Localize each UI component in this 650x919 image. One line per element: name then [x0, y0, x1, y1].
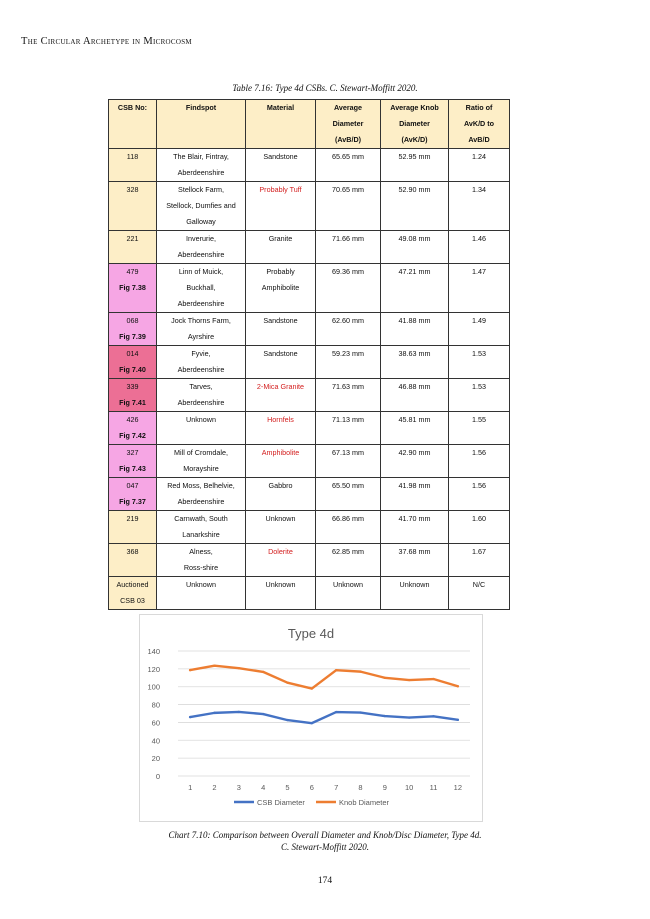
cell-avg-diameter: 71.66 mm: [316, 231, 381, 264]
cell-csb-no: [109, 264, 157, 313]
data-point: [457, 719, 459, 721]
cell-avg-diameter: 62.60 mm: [316, 313, 381, 346]
csb-number: 426: [126, 415, 139, 424]
csb-number: 047: [126, 481, 139, 490]
cell-avg-knob: 46.88 mm: [381, 379, 449, 412]
cell-material: Sandstone: [246, 149, 316, 182]
data-point: [189, 669, 191, 671]
data-point: [238, 667, 240, 669]
header-line: (AvK/D): [401, 135, 428, 144]
cell-findspot: [157, 544, 246, 577]
cell-avg-diameter: 66.86 mm: [316, 511, 381, 544]
cell-avg-knob: 41.88 mm: [381, 313, 449, 346]
cell-material: Sandstone: [246, 313, 316, 346]
data-point: [335, 669, 337, 671]
cell-csb-no: [109, 313, 157, 346]
findspot-line: Aberdeenshire: [177, 299, 225, 308]
cell-ratio: 1.24: [449, 149, 510, 182]
csb-number: 479: [126, 267, 139, 276]
cell-findspot: [157, 511, 246, 544]
data-point: [189, 716, 191, 718]
findspot-line: Alness,: [189, 547, 213, 556]
cell-avg-knob: 41.70 mm: [381, 511, 449, 544]
cell-ratio: 1.47: [449, 264, 510, 313]
cell-ratio: 1.67: [449, 544, 510, 577]
findspot-line: Aberdeenshire: [177, 250, 225, 259]
findspot-line: Unknown: [186, 580, 216, 589]
cell-avg-knob: 52.95 mm: [381, 149, 449, 182]
col-header-csb-no: CSB No:: [109, 100, 157, 149]
table-body: [109, 149, 510, 610]
cell-avg-diameter: 69.36 mm: [316, 264, 381, 313]
cell-avg-diameter: Unknown: [316, 577, 381, 610]
cell-material: Probably Tuff: [246, 182, 316, 231]
data-point: [286, 681, 288, 683]
table-row: [109, 182, 510, 231]
y-tick-label: 140: [147, 647, 160, 656]
data-point: [432, 715, 434, 717]
findspot-line: Stellock Farm,: [178, 185, 224, 194]
col-header-avg-diameter: [316, 100, 381, 149]
x-tick-label: 5: [285, 783, 290, 792]
x-tick-label: 3: [236, 783, 241, 792]
y-tick-label: 80: [151, 700, 160, 710]
figure-ref: Fig 7.38: [119, 283, 146, 292]
cell-avg-diameter: 71.63 mm: [316, 379, 381, 412]
table-row: [109, 478, 510, 511]
data-point: [359, 711, 361, 713]
cell-findspot: [157, 231, 246, 264]
table-row: [109, 544, 510, 577]
cell-avg-knob: 37.68 mm: [381, 544, 449, 577]
table-row: [109, 511, 510, 544]
data-point: [384, 715, 386, 717]
cell-findspot: [157, 379, 246, 412]
csb-number: 014: [126, 349, 139, 358]
chart-caption-line: C. Stewart-Moffitt 2020.: [280, 842, 369, 852]
cell-ratio: 1.49: [449, 313, 510, 346]
legend-label: CSB Diameter: [257, 798, 305, 807]
findspot-line: Carnwath, South: [174, 514, 228, 523]
csb-number: 328: [126, 185, 139, 194]
page-number: 174: [317, 876, 333, 886]
col-header-avg-knob: [381, 100, 449, 149]
cell-ratio: 1.46: [449, 231, 510, 264]
cell-avg-diameter: 67.13 mm: [316, 445, 381, 478]
cell-csb-no: [109, 231, 157, 264]
col-header-material: Material: [246, 100, 316, 149]
cell-csb-no: [109, 412, 157, 445]
data-point: [457, 685, 459, 687]
cell-ratio: 1.56: [449, 445, 510, 478]
header-line: Diameter: [399, 119, 430, 128]
figure-ref: Fig 7.42: [119, 431, 146, 440]
findspot-line: Red Moss, Belhelvie,: [167, 481, 235, 490]
cell-avg-knob: Unknown: [381, 577, 449, 610]
table-header-row: [109, 100, 510, 149]
cell-material: Sandstone: [246, 346, 316, 379]
cell-ratio: 1.34: [449, 182, 510, 231]
findspot-line: Inverurie,: [186, 234, 216, 243]
x-tick-label: 4: [261, 783, 266, 792]
findspot-line: Morayshire: [183, 464, 219, 473]
cell-csb-no: [109, 544, 157, 577]
y-tick-label: 120: [147, 664, 160, 674]
data-point: [213, 712, 215, 714]
table-caption: Table 7.16: Type 4d CSBs. C. Stewart-Moffitt 2020.: [232, 83, 418, 93]
header-line: AvK/D to: [463, 119, 495, 128]
findspot-line: Aberdeenshire: [177, 497, 225, 506]
cell-avg-diameter: 71.13 mm: [316, 412, 381, 445]
csb-number: 327: [126, 448, 139, 457]
findspot-line: Aberdeenshire: [177, 398, 225, 407]
table-row: [109, 231, 510, 264]
findspot-line: Jock Thorns Farm,: [171, 316, 231, 325]
cell-avg-diameter: 65.50 mm: [316, 478, 381, 511]
cell-csb-no: [109, 478, 157, 511]
data-point: [408, 716, 410, 718]
findspot-line: Ayrshire: [187, 332, 215, 341]
chart-title: Type 4d: [287, 626, 335, 641]
csb-number: 118: [126, 152, 139, 161]
figure-ref: Fig 7.41: [119, 398, 146, 407]
findspot-line: Fyvie,: [191, 349, 211, 358]
findspot-line: Aberdeenshire: [177, 168, 225, 177]
cell-material: Unknown: [246, 511, 316, 544]
x-tick-label: 6: [309, 783, 314, 792]
data-point: [262, 713, 264, 715]
cell-avg-knob: 41.98 mm: [381, 478, 449, 511]
header-line: AvB/D: [468, 135, 490, 144]
cell-ratio: 1.55: [449, 412, 510, 445]
data-point: [335, 711, 337, 713]
cell-material: 2-Mica Granite: [246, 379, 316, 412]
data-point: [408, 679, 410, 681]
cell-material: Hornfels: [246, 412, 316, 445]
table-row: [109, 445, 510, 478]
y-tick-label: 100: [147, 682, 160, 692]
csb-table: [108, 99, 510, 610]
x-tick-label: 7: [334, 783, 339, 792]
cell-csb-no: [109, 577, 157, 610]
y-tick-label: 40: [151, 736, 160, 746]
table-row: [109, 346, 510, 379]
data-point: [359, 670, 361, 672]
header-line: Average: [333, 103, 363, 112]
figure-ref: Fig 7.40: [119, 365, 146, 374]
cell-csb-no: [109, 346, 157, 379]
cell-material: Amphibolite: [246, 445, 316, 478]
findspot-line: Tarves,: [189, 382, 213, 391]
cell-findspot: [157, 149, 246, 182]
cell-findspot: [157, 313, 246, 346]
findspot-line: Buckhall,: [186, 283, 216, 292]
cell-findspot: [157, 478, 246, 511]
findspot-line: Unknown: [186, 415, 216, 424]
x-tick-label: 8: [358, 783, 363, 792]
chart-caption: [0, 829, 650, 853]
data-point: [311, 687, 313, 689]
y-tick-label: 20: [151, 754, 160, 764]
x-tick-label: 2: [212, 783, 217, 792]
header-line: Ratio of: [465, 103, 493, 112]
csb-number: 368: [126, 547, 139, 556]
cell-findspot: [157, 412, 246, 445]
data-point: [262, 671, 264, 673]
findspot-line: Lanarkshire: [182, 530, 220, 539]
findspot-line: Linn of Muick,: [178, 267, 224, 276]
cell-csb-no: [109, 445, 157, 478]
cell-findspot: [157, 264, 246, 313]
cell-findspot: [157, 445, 246, 478]
csb-number: 219: [126, 514, 139, 523]
running-head: The Circular Archetype in Microcosm: [21, 36, 192, 47]
data-point: [286, 719, 288, 721]
cell-material: Probably Amphibolite: [246, 264, 316, 313]
data-point: [384, 677, 386, 679]
findspot-line: Galloway: [186, 217, 216, 226]
header-line: (AvB/D): [334, 135, 362, 144]
data-point: [238, 711, 240, 713]
findspot-line: Stellock, Dumfies and: [166, 201, 236, 210]
csb-number: Auctioned: [116, 580, 149, 589]
cell-csb-no: [109, 511, 157, 544]
cell-avg-knob: 45.81 mm: [381, 412, 449, 445]
cell-findspot: [157, 182, 246, 231]
x-tick-label: 10: [404, 783, 414, 792]
figure-ref: CSB 03: [120, 596, 145, 605]
x-tick-label: 9: [382, 783, 387, 792]
table-row: [109, 264, 510, 313]
cell-avg-knob: 52.90 mm: [381, 182, 449, 231]
y-tick-label: 0: [155, 772, 160, 781]
findspot-line: Ross-shire: [183, 563, 219, 572]
series-line-csb-diameter: [190, 712, 458, 723]
header-line: Diameter: [332, 119, 364, 128]
cell-findspot: [157, 346, 246, 379]
chart-svg: [140, 615, 482, 821]
cell-ratio: 1.53: [449, 346, 510, 379]
x-tick-label: 11: [429, 783, 438, 792]
cell-ratio: N/C: [449, 577, 510, 610]
table-row: [109, 577, 510, 610]
cell-avg-knob: 49.08 mm: [381, 231, 449, 264]
cell-csb-no: [109, 379, 157, 412]
cell-avg-diameter: 62.85 mm: [316, 544, 381, 577]
figure-ref: Fig 7.43: [119, 464, 146, 473]
cell-avg-diameter: 70.65 mm: [316, 182, 381, 231]
findspot-line: The Blair, Fintray,: [173, 152, 229, 161]
cell-avg-diameter: 65.65 mm: [316, 149, 381, 182]
legend-label: Knob Diameter: [339, 798, 390, 807]
cell-material: Granite: [246, 231, 316, 264]
cell-avg-diameter: 59.23 mm: [316, 346, 381, 379]
line-chart: [139, 614, 483, 822]
cell-material: Dolerite: [246, 544, 316, 577]
table-row: [109, 379, 510, 412]
table-row: [109, 313, 510, 346]
csb-number: 221: [126, 234, 139, 243]
y-tick-label: 60: [151, 718, 160, 728]
findspot-line: Aberdeenshire: [177, 365, 225, 374]
cell-avg-knob: 42.90 mm: [381, 445, 449, 478]
cell-ratio: 1.60: [449, 511, 510, 544]
data-point: [213, 664, 215, 666]
cell-material: Gabbro: [246, 478, 316, 511]
cell-csb-no: [109, 149, 157, 182]
col-header-ratio: [449, 100, 510, 149]
figure-ref: Fig 7.37: [119, 497, 146, 506]
col-header-findspot: Findspot: [157, 100, 246, 149]
table-row: [109, 149, 510, 182]
x-tick-label: 1: [188, 783, 193, 792]
cell-csb-no: [109, 182, 157, 231]
cell-avg-knob: 47.21 mm: [381, 264, 449, 313]
data-point: [432, 678, 434, 680]
cell-avg-knob: 38.63 mm: [381, 346, 449, 379]
table-row: [109, 412, 510, 445]
csb-number: 068: [126, 316, 139, 325]
cell-findspot: [157, 577, 246, 610]
x-tick-label: 12: [453, 783, 463, 792]
figure-ref: Fig 7.39: [119, 332, 146, 341]
cell-ratio: 1.53: [449, 379, 510, 412]
data-point: [311, 722, 313, 724]
header-line: Average Knob: [390, 103, 439, 112]
findspot-line: Mill of Cromdale,: [174, 448, 228, 457]
chart-caption-line: Chart 7.10: Comparison between Overall Diameter and Knob/Disc Diameter, Type 4d.: [168, 830, 482, 840]
csb-number: 339: [126, 382, 139, 391]
cell-ratio: 1.56: [449, 478, 510, 511]
cell-material: Unknown: [246, 577, 316, 610]
